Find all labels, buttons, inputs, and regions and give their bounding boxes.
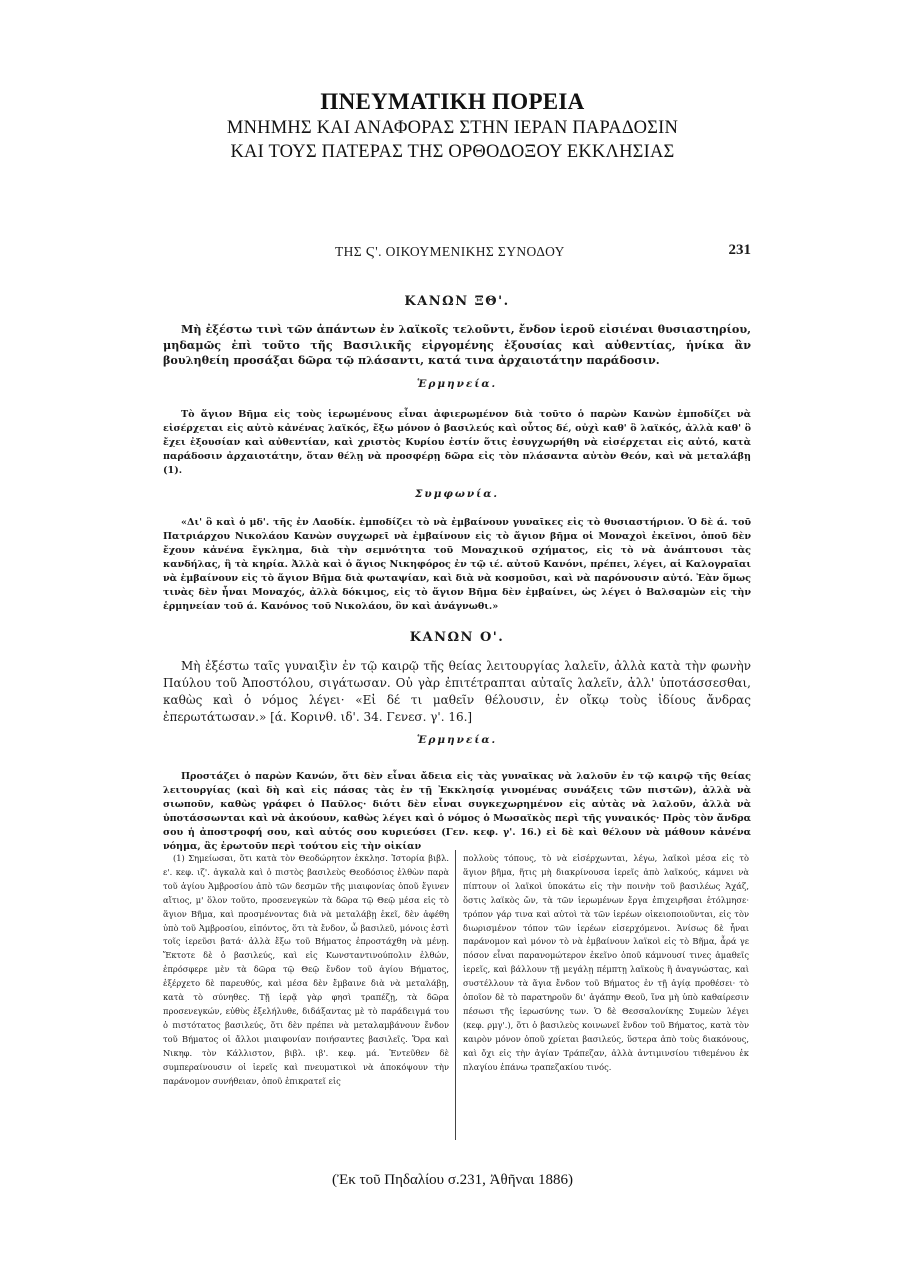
interpretation-text-1: Τὸ ἅγιον Βῆμα εἰς τοὺς ἱερωμένους εἶναι ἀφιερωμένον διὰ τοῦτο ὁ παρὼν Κανὼν ἐμποδίζει νὰ εἰσέρχεται εἰς αὐτὸ κἀνένας λαϊκός, ἔξω μόνον ὁ βασιλεύς καὶ οὗτος δέ, οὐχὶ καθ' ὃ λαϊκός, ἀλλὰ καθ' ὃ ἔχει ἐξουσίαν καὶ αὐθεντίαν, καὶ χριστὸς Κυρίου ἐστίν ὅτις ἐσυγχωρήθη νὰ εἰσέρχεται εἰς αὐτό, κατὰ παράδοσιν ἀρχαιοτάτην, ὅταν θέλῃ νὰ προσφέρῃ δῶρα εἰς τὸν πλάσαντα αὐτὸν Θεόν, καὶ νὰ μεταλάβῃ (1). <box>163 409 751 476</box>
canon-69-heading: ΚΑΝΩΝ ΞΘ'. <box>404 294 510 309</box>
concord-heading: Συμφωνία. <box>415 488 499 500</box>
canon-70-heading: ΚΑΝΩΝ Ο'. <box>409 630 505 645</box>
interpretation-text-2: Προστάζει ὁ παρὼν Κανών, ὅτι δὲν εἶναι ἄδεια εἰς τὰς γυναῖκας νὰ λαλοῦν ἐν τῷ καιρῷ τῆς θείας λειτουργίας (καὶ δὴ καὶ εἰς πάσας τὰς ἐν τῇ Ἐκκλησίᾳ γινομένας συνάξεις τῶν πιστῶν), ἀλλὰ νὰ σιωποῦν, καθὼς γράφει ὁ Παῦλος· διότι δὲν εἶναι συγκεχωρημένον εἰς αὐτὰς νὰ λαλοῦν, ἀλλὰ νὰ ὑποτάσσωνται καὶ νὰ ἀκούουν, καθὼς λέγει καὶ ὁ νόμος ὁ Μωσαϊκὸς περὶ τῆς γυναικός· Πρὸς τὸν ἄνδρα σου ἡ ἀποστροφή σου, καὶ αὐτός σου κυριεύσει (Γεν. κεφ. γ'. 16.) εἰ δὲ καὶ θέλουν νὰ μάθουν κἀνένα νόημα, ἂς ἐρωτοῦν περὶ τούτου εἰς τὴν οἰκίαν <box>163 771 751 852</box>
running-head-title: ΤΗΣ Ϛ'. ΟΙΚΟΥΜΕΝΙΚΗΣ ΣΥΝΟΔΟΥ <box>335 244 565 259</box>
footnote-right-column: πολλοὺς τόπους, τὸ νὰ εἰσέρχωνται, λέγω, λαϊκοὶ μέσα εἰς τὸ ἅγιον βῆμα, ἥτις μὴ διακρίνουσα ἱερεῖς ἀπὸ λαϊκούς, κάμνει νὰ πίπτουν οἱ λαϊκοὶ ὑποκάτω εἰς τὴν ποινὴν τοῦ βασιλέως Ἀχάζ, ὅστις λαϊκὸς ὤν, τὰ τῶν ἱερωμένων ἔργα ἐπιχειρῆσαι ἐτόλμησε· τρόπον γάρ τινα καὶ αὐτοὶ τὰ τῶν ἱερέων οἰκειοποιοῦνται, εἰς τὸν διωρισμένον τόπον τῶν ἱερέων εἰσερχόμενοι. Ἀνίσως δὲ ἦναι παράνομον καὶ μόνον τὸ νὰ ἐμβαίνουν λαϊκοὶ εἰς τὸ Βῆμα, ἆρά γε πόσον εἶναι παρανομώτερον ἐκεῖνο ὁποῦ κάμνουσί τινες ἀμαθεῖς ἱερεῖς, καὶ βάλλουν τῇ μεγάλῃ πέμπτῃ λαϊκοὺς ἢ ἀναγνώστας, καὶ συστέλλουν τὰ ἅγια ἔνδον τοῦ Βήματος ἐν τῇ ἁγίᾳ προθέσει· τὸ ὁποῖον δὲ τὸ παρατηροῦν δι' ἀγάπην Θεοῦ, ἵνα μὴ ὑπὸ καθαίρεσιν πέσωσι τῆς ἱερωσύνης των. Ὁ δὲ Θεσσαλονίκης Συμεὼν λέγει (κεφ. ρμγ'.), ὅτι ὁ βασιλεὺς κοινωνεῖ ἔνδον τοῦ Βήματος, κατὰ τὸν καιρὸν μόνον ὁποῦ χρίεται βασιλεύς, ὕστερα ἀπὸ τοὺς διακόνους, καὶ ὄχι εἰς τὴν ἁγίαν Τράπεζαν, ἀλλὰ ἀντιμινσίου τιθεμένου ἐκ πλαγίου ἐπάνω τραπεζακίου τινός. <box>463 853 749 1072</box>
footnote-left-column: (1) Σημείωσαι, ὅτι κατὰ τὸν Θεοδώρητον ἐκκλησ. Ἱστορία βιβλ. ε'. κεφ. ιζ'. ἀγκαλὰ καὶ ὁ πιστὸς βασιλεὺς Θεοδόσιος ἐλθὼν παρὰ τοῦ ἁγίου Ἀμβροσίου ἀπὸ τῶν δεσμῶν τῆς μιαιφονίας ὁποῦ ἔγινεν αἴτιος, μ' ὅλον τοῦτο, προσενεγκὼν τὰ δῶρα τῷ Θεῷ μέσα εἰς τὸ ἅγιον Βῆμα, καὶ προσμένοντας διὰ νὰ μεταλάβῃ ἐκεῖ, δὲν ἀφέθη ὑπὸ τοῦ Ἀμβροσίου, εἰπόντος, ὅτι τὰ ἔνδον, ὦ βασιλεῦ, μόνοις ἐστὶ τοῖς ἱερεῦσι βατά· ἀλλὰ ἔξω τοῦ Βήματος ἐπροστάχθη νὰ μένῃ. Ἔκτοτε δὲ ὁ βασιλεύς, καὶ εἰς Κωνσταντινούπολιν ἐλθών, ἐπρόσφερε μὲν τὰ δῶρα τῷ Θεῷ ἔνδον τοῦ ἁγίου Βήματος, ἐξέρχετο δὲ παρευθύς, καὶ μέσα δὲν ἔμβαινε διὰ νὰ μεταλάβῃ, κατὰ τὸ σύνηθες. Τῇ ἱερᾷ γὰρ φησὶ τραπέζῃ, τὰ δῶρα προσενεγκών, εὐθὺς ἐξελήλυθε, διδάξαντας μὲ τὸ παράδειγμά του ὁ πιστότατος βασιλεύς, ὅτι δὲν πρέπει νὰ μεταλαμβάνουν ἔνδον τοῦ Βήματος οἱ ἄλλοι μιαιφονίαν ποιήσαντες βασιλεῖς. Ὅρα καὶ Νικηφ. τὸν Κάλλιστον, βιβλ. ιβ'. κεφ. μά. Ἐντεῦθεν δὲ συμπεραίνουσιν οἱ ἱερεῖς καὶ πνευματικοὶ νὰ ἀποκόψουν τὴν παράνομον συνήθειαν, ὁποῦ ἐπικρατεῖ εἰς <box>163 853 449 1086</box>
canon-69-text: Μὴ ἐξέστω τινὶ τῶν ἁπάντων ἐν λαϊκοῖς τελοῦντι, ἔνδον ἱεροῦ εἰσιέναι θυσιαστηρίου, μηδαμῶς ἐπὶ τοῦτο τῆς Βασιλικῆς εἰργομένης ἐξουσίας καὶ αὐθεντίας, ἡνίκα ἂν βουληθείη προσάξαι δῶρα τῷ πλάσαντι, κατά τινα ἀρχαιοτάτην παράδοσιν. <box>163 322 751 367</box>
running-head <box>163 240 751 268</box>
document-subtitle-line-1: ΜΝΗΜΗΣ ΚΑΙ ΑΝΑΦΟΡΑΣ ΣΤΗΝ ΙΕΡΑΝ ΠΑΡΑΔΟΣΙΝ <box>226 118 679 138</box>
scanned-page <box>163 240 751 1140</box>
source-caption: (Ἐκ τοῦ Πηδαλίου σ.231, Ἀθῆναι 1886) <box>332 1172 573 1188</box>
concord-text: «Δι' ὃ καὶ ὁ μδ'. τῆς ἐν Λαοδίκ. ἐμποδίζει τὸ νὰ ἐμβαίνουν γυναῖκες εἰς τὸ θυσιαστήριον. Ὁ δὲ ά. τοῦ Πατριάρχου Νικολάου Κανὼν συγχωρεῖ νὰ ἐμβαίνουν εἰς τὸ ἅγιον βῆμα οἱ Μοναχοὶ ἐκεῖνοι, ὁποῦ δὲν ἔχουν κἀνένα ἔγκλημα, διὰ τὴν σεμνότητα τοῦ Μοναχικοῦ σχήματος, εἰς τὸ νὰ ἀνάπτουσι τὰς κανδήλας, ἢ τὰ κηρία. Ἀλλὰ καὶ ὁ ἅγιος Νικηφόρος ἐν τῷ ιέ. αὐτοῦ Κανόνι, πρέπει, λέγει, αἱ Καλογραῖαι νὰ ἐμβαίνουν εἰς τὸ ἅγιον Βῆμα διὰ φωταψίαν, καὶ διὰ νὰ κοσμοῦσι, καὶ νὰ παρόνουσιν αὐτό. Ἐὰν ὅμως τινὰς δὲν ἦναι Μοναχός, ἀλλὰ δόκιμος, εἰς τὸ ἅγιον Βῆμα δὲν ἐμβαίνει, ὡς λέγει ὁ Βαλσαμὼν εἰς τὴν ἑρμηνείαν τοῦ ά. Κανόνος τοῦ Νικολάου, ὃν καὶ ἀνάγνωθι.» <box>163 517 751 612</box>
canon-70-text: Μὴ ἐξέστω ταῖς γυναιξὶν ἐν τῷ καιρῷ τῆς θείας λειτουργίας λαλεῖν, ἀλλὰ κατὰ τὴν φωνὴν Παύλου τοῦ Ἀποστόλου, σιγάτωσαν. Οὐ γὰρ ἐπιτέτραπται αὐταῖς λαλεῖν, ἀλλ' ὑποτάσσεσθαι, καθὼς καὶ ὁ νόμος λέγει· «Εἰ δέ τι μαθεῖν θέλουσιν, ἐν οἴκῳ τοὺς ἰδίους ἄνδρας ἐπερωτάτωσαν.» [ά. Κορινθ. ιδ'. 34. Γενεσ. γ'. 16.] <box>163 659 751 724</box>
document-title: ΠΝΕΥΜΑΤΙΚΗ ΠΟΡΕΙΑ <box>320 89 585 114</box>
footnote-column-divider <box>455 850 456 1140</box>
document-subtitle-line-2: ΚΑΙ ΤΟΥΣ ΠΑΤΕΡΑΣ ΤΗΣ ΟΡΘΟΔΟΞΟΥ ΕΚΚΛΗΣΙΑΣ <box>230 142 675 162</box>
interpretation-heading-1: Ἑρμηνεία. <box>416 378 498 390</box>
page-number: 231 <box>728 242 751 258</box>
interpretation-heading-2: Ἑρμηνεία. <box>416 734 498 746</box>
document-header <box>0 88 905 164</box>
